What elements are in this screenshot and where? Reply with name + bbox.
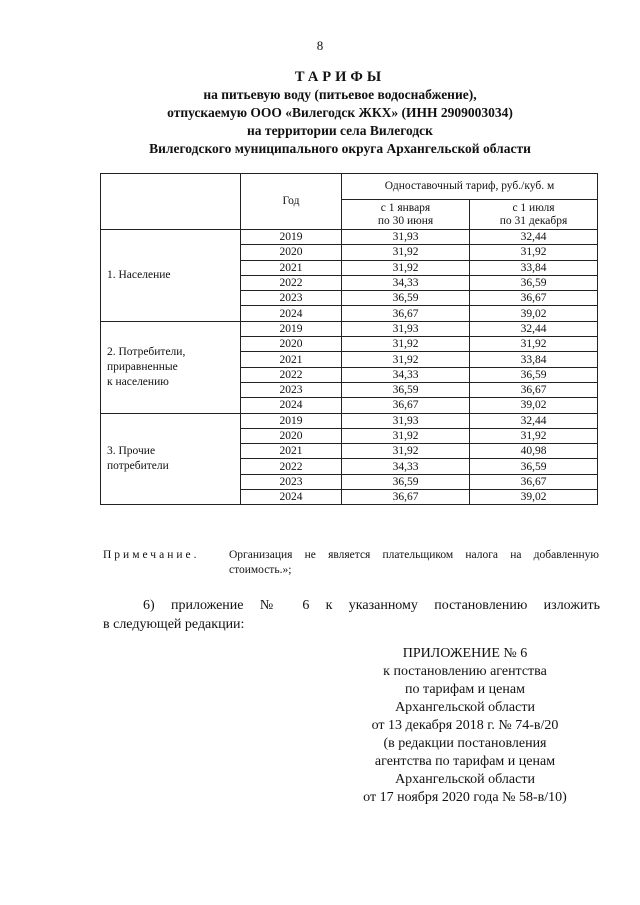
tariff-h1-cell: 31,93 <box>342 413 470 428</box>
header-half-1-to: по 30 июня <box>377 214 434 227</box>
year-cell: 2023 <box>241 474 342 489</box>
tariff-h1-cell: 36,59 <box>342 291 470 306</box>
year-cell: 2020 <box>241 245 342 260</box>
tariff-h2-cell: 36,67 <box>470 382 598 397</box>
year-cell: 2022 <box>241 459 342 474</box>
year-cell: 2020 <box>241 428 342 443</box>
title-line-1: ТАРИФЫ <box>294 69 386 85</box>
year-cell: 2024 <box>241 306 342 321</box>
tariff-h1-cell: 31,93 <box>342 321 470 336</box>
tariff-h1-cell: 34,33 <box>342 275 470 290</box>
tariff-h2-cell: 36,67 <box>470 291 598 306</box>
paragraph-line-1: 6) приложение № 6 к указанному постановлению изложить <box>143 598 600 613</box>
tariff-h2-cell: 39,02 <box>470 306 598 321</box>
amendment-paragraph <box>103 596 600 634</box>
header-half-1-from: с 1 января <box>380 201 431 214</box>
tariff-table <box>100 173 598 505</box>
tariff-h2-cell: 32,44 <box>470 321 598 336</box>
tariff-h1-cell: 34,33 <box>342 459 470 474</box>
tariff-h2-cell: 31,92 <box>470 428 598 443</box>
tariff-h1-cell: 31,92 <box>342 444 470 459</box>
year-cell: 2023 <box>241 382 342 397</box>
tariff-h1-cell: 34,33 <box>342 367 470 382</box>
appendix-line: ПРИЛОЖЕНИЕ № 6 <box>402 646 528 661</box>
year-cell: 2021 <box>241 444 342 459</box>
tariff-h1-cell: 36,67 <box>342 398 470 413</box>
appendix-header <box>330 645 600 807</box>
title-line-3: отпускаемую ООО «Вилегодск ЖКХ» (ИНН 2909003034) <box>167 105 513 120</box>
year-cell: 2019 <box>241 230 342 245</box>
table-row <box>101 413 598 428</box>
header-half-2 <box>470 200 598 230</box>
tariff-h2-cell: 36,59 <box>470 275 598 290</box>
tariff-h2-cell: 39,02 <box>470 398 598 413</box>
tariff-h2-cell: 32,44 <box>470 230 598 245</box>
tariff-h2-cell: 31,92 <box>470 245 598 260</box>
year-cell: 2023 <box>241 291 342 306</box>
year-cell: 2024 <box>241 398 342 413</box>
tariff-h2-cell: 36,59 <box>470 367 598 382</box>
year-cell: 2022 <box>241 367 342 382</box>
title-line-2: на питьевую воду (питьевое водоснабжение), <box>203 87 477 102</box>
table-row <box>101 230 598 245</box>
tariff-h1-cell: 36,67 <box>342 490 470 505</box>
appendix-line: по тарифам и ценам <box>405 682 525 697</box>
group-label: 1. Население <box>101 230 241 322</box>
appendix-line: агентства по тарифам и ценам <box>374 754 556 769</box>
appendix-line: (в редакции постановления <box>383 736 547 751</box>
title-line-4: на территории села Вилегодск <box>247 123 433 138</box>
document-title <box>80 68 600 158</box>
appendix-line: к постановлению агентства <box>383 664 547 679</box>
header-group-empty <box>101 174 241 230</box>
tariff-h2-cell: 40,98 <box>470 444 598 459</box>
tariff-h2-cell: 32,44 <box>470 413 598 428</box>
tariff-h2-cell: 33,84 <box>470 260 598 275</box>
tariff-h2-cell: 31,92 <box>470 337 598 352</box>
year-cell: 2019 <box>241 321 342 336</box>
tariff-h1-cell: 31,92 <box>342 337 470 352</box>
tariff-h1-cell: 31,92 <box>342 352 470 367</box>
header-tariff: Одноставочный тариф, руб./куб. м <box>342 174 598 200</box>
tariff-h1-cell: 31,92 <box>342 245 470 260</box>
tariff-h2-cell: 39,02 <box>470 490 598 505</box>
tariff-h1-cell: 36,59 <box>342 474 470 489</box>
tariff-h1-cell: 31,92 <box>342 428 470 443</box>
tariff-h1-cell: 31,93 <box>342 230 470 245</box>
year-cell: 2022 <box>241 275 342 290</box>
group-label: 3. Прочие потребители <box>101 413 241 505</box>
tariff-h2-cell: 36,59 <box>470 459 598 474</box>
table-row <box>101 321 598 336</box>
tariff-h2-cell: 36,67 <box>470 474 598 489</box>
paragraph-line-2: в следующей редакции: <box>103 617 245 632</box>
header-half-2-from: с 1 июля <box>512 201 555 214</box>
group-label: 2. Потребители, приравненные к населению <box>101 321 241 413</box>
appendix-line: от 13 декабря 2018 г. № 74-в/20 <box>371 718 559 733</box>
appendix-line: Архангельской области <box>395 700 535 715</box>
year-cell: 2024 <box>241 490 342 505</box>
header-half-1 <box>342 200 470 230</box>
title-line-5: Вилегодского муниципального округа Архангельской области <box>149 141 531 156</box>
note-text: Организация не является плательщиком налога на добавленную стоимость.»; <box>229 549 599 576</box>
year-cell: 2021 <box>241 260 342 275</box>
tariff-h1-cell: 36,59 <box>342 382 470 397</box>
appendix-line: от 17 ноября 2020 года № 58-в/10) <box>363 790 567 805</box>
appendix-line: Архангельской области <box>395 772 535 787</box>
header-half-2-to: по 31 декабря <box>499 214 568 227</box>
page-number: 8 <box>316 38 324 53</box>
header-year: Год <box>241 174 342 230</box>
tariff-h2-cell: 33,84 <box>470 352 598 367</box>
year-cell: 2019 <box>241 413 342 428</box>
tariff-h1-cell: 31,92 <box>342 260 470 275</box>
tariff-h1-cell: 36,67 <box>342 306 470 321</box>
note-label: Примечание. <box>103 549 200 561</box>
year-cell: 2021 <box>241 352 342 367</box>
year-cell: 2020 <box>241 337 342 352</box>
